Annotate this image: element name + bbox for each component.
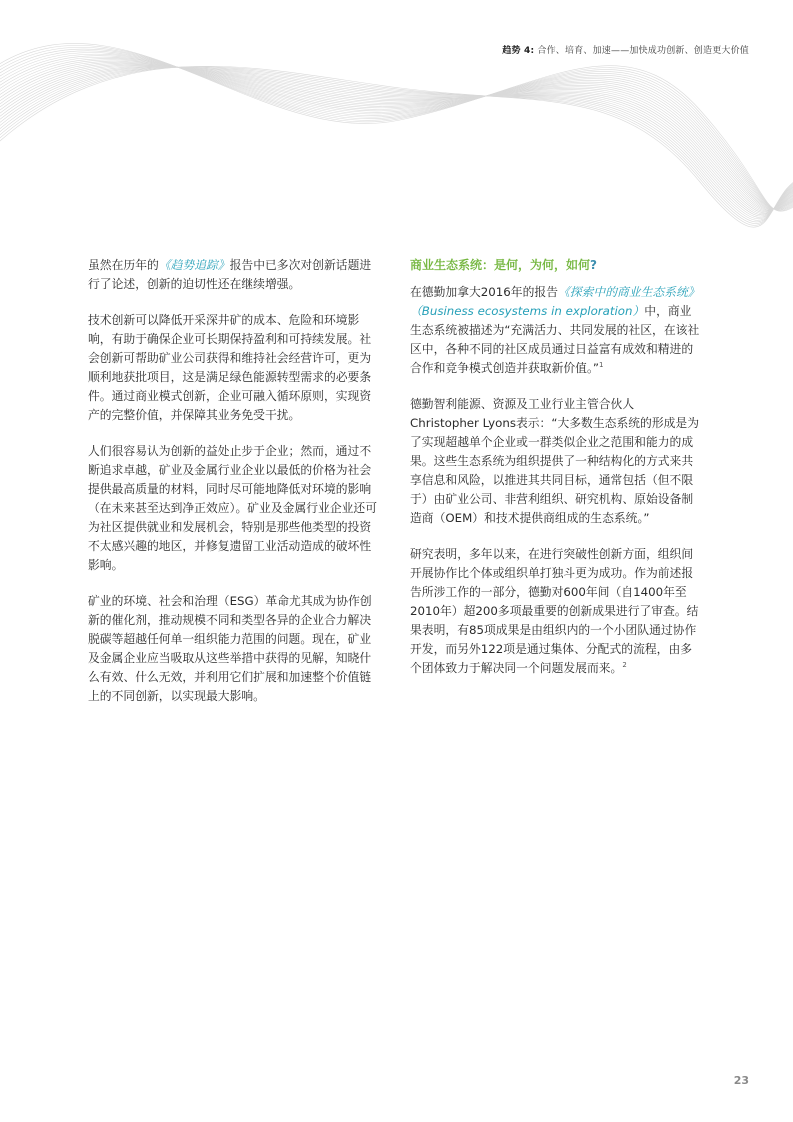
trend-tracking-link[interactable]: 《趋势追踪》 xyxy=(158,258,230,272)
left-column xyxy=(88,256,380,723)
paragraph-2: 技术创新可以降低开采深井矿的成本、危险和环境影响，有助于确保企业可长期保持盈利和可持续发展。社会创新可帮助矿业公司获得和维持社会经营许可，更为顺利地获批项目，这是满足绿色能源转型需求的必要条件。通过商业模式创新，企业可融入循环原则，实现资产的完整价值，并保障其业务免受干扰。 xyxy=(88,313,372,422)
page-header xyxy=(502,43,749,56)
wave-line xyxy=(0,57,793,209)
wave-line xyxy=(0,53,793,210)
wave-line xyxy=(0,63,793,211)
heading-question-mark: ? xyxy=(590,258,597,272)
paragraph-7 xyxy=(410,545,702,678)
wave-line xyxy=(0,60,793,210)
wave-line xyxy=(0,65,793,213)
text-span: 虽然在历年的 xyxy=(88,258,159,272)
text-span: 在德勤加拿大2016年的报告 xyxy=(410,285,558,299)
section-heading xyxy=(410,256,702,275)
paragraph-4: 矿业的环境、社会和治理（ESG）革命尤其成为协作创新的催化剂，推动规模不同和类型各异的企业合力解决脱碳等超越任何单一组织能力范围的问题。现在，矿业及金属企业应当吸取从这些举措中获得的见解，知晓什么有效、什么无效，并利用它们扩展和加速整个价值链上的不同创新，以实现最大影响。 xyxy=(88,594,372,703)
text-span: 报告中已多次对创新话题进行了论述，创新的迫切性还在继续增强。 xyxy=(88,258,372,291)
paragraph-5 xyxy=(410,283,702,378)
trend-label: 趋势 4: xyxy=(502,46,535,56)
right-column xyxy=(410,256,702,695)
trend-title: 合作、培育、加速——加快成功创新、创造更大价值 xyxy=(534,46,749,56)
wave-line xyxy=(0,67,793,217)
page-number: 23 xyxy=(733,1074,749,1087)
paragraph-6: 德勤智利能源、资源及工业行业主管合伙人Christopher Lyons表示：“大多数生态系统的形成是为了实现超越单个企业或一群类似企业之范围和能力的成果。这些生态系统为组织提供了一种结构化的方式来共享信息和风险，以推进其共同目标，通常包括（但不限于）由矿业公司、非营利组织、研究机构、原始设备制造商（OEM）和技术提供商组成的生态系统。” xyxy=(410,397,700,525)
wave-line xyxy=(0,54,793,209)
heading-text: 商业生态系统：是何，为何，如何 xyxy=(410,258,591,272)
wave-line xyxy=(0,47,793,210)
text-span: 中，商业生态系统被描述为“充满活力、共同发展的社区，在该社区中，各种不同的社区成员通过日益富有成效和精进的合作和竞争模式创造并获取新价值。” xyxy=(410,304,700,375)
wave-line xyxy=(0,62,793,210)
wave-line xyxy=(0,59,793,210)
text-span: 研究表明，多年以来，在进行突破性创新方面，组织间开展协作比个体或组织单打独斗更为成功。作为前述报告所涉工作的一部分，德勤对600年间（自1400年至2010年）超200多项最重要的创新成果进行了审查。结果表明，有85项成果是由组织内的一个小团队通过协作开发，而另外122项是通过集体、分配式的流程，由多个团体致力于解决同一个问题发展而来。 xyxy=(410,547,699,675)
footnote-ref-2[interactable]: 2 xyxy=(622,661,627,670)
decorative-wave-lines xyxy=(0,0,793,240)
business-ecosystems-link[interactable]: 《探索中的商业生态系统》（Business ecosystems in exploration） xyxy=(410,285,700,318)
footnote-ref-1[interactable]: 1 xyxy=(598,361,604,370)
wave-line xyxy=(0,67,793,224)
paragraph-3: 人们很容易认为创新的益处止步于企业；然而，通过不断追求卓越，矿业及金属行业企业以最低的价格为社会提供最高质量的材料，同时尽可能地降低对环境的影响（在未来甚至达到净正效应）。矿业及金属行业企业还可为社区提供就业和发展机会，特别是那些他类型的投资不太感兴趣的地区，并修复遗留工业活动造成的破坏性影响。 xyxy=(88,444,378,572)
paragraph-1 xyxy=(88,256,380,294)
